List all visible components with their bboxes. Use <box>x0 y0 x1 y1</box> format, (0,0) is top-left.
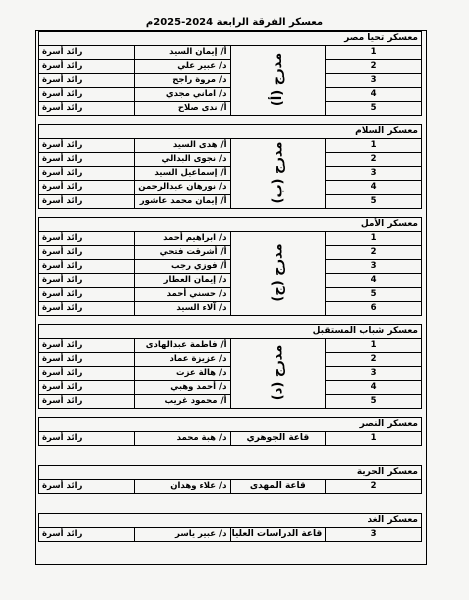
leader-role: رائد أسرة <box>39 60 135 74</box>
leader-name: د/ حسني أحمد <box>134 288 230 302</box>
row-number: 6 <box>326 302 422 316</box>
row-number: 2 <box>326 353 422 367</box>
row-number: 5 <box>326 395 422 409</box>
leader-name: د/ علاء وهدان <box>134 480 230 494</box>
document-frame <box>35 30 427 565</box>
leader-role: رائد أسرة <box>39 395 135 409</box>
row-number: 4 <box>326 381 422 395</box>
row-number: 4 <box>326 88 422 102</box>
leader-name: د/ عبير علي <box>134 60 230 74</box>
row-number: 3 <box>326 367 422 381</box>
row-number: 2 <box>326 60 422 74</box>
leader-role: رائد أسرة <box>39 139 135 153</box>
leader-name: أ/ إيمان محمد عاشور <box>134 195 230 209</box>
camp-name: معسكر الغد <box>39 514 422 528</box>
leader-name: د/ هالة عزت <box>134 367 230 381</box>
leader-role: رائد أسرة <box>39 260 135 274</box>
leader-role: رائد أسرة <box>39 274 135 288</box>
row-number: 1 <box>326 46 422 60</box>
hall-name: مدرج (ب) <box>270 141 286 204</box>
leader-role: رائد أسرة <box>39 153 135 167</box>
leader-role: رائد أسرة <box>39 302 135 316</box>
row-number: 5 <box>326 102 422 116</box>
hall-name: قاعة الدراسات العليا <box>231 529 323 539</box>
row-number: 3 <box>326 167 422 181</box>
leader-role: رائد أسرة <box>39 102 135 116</box>
leader-name: د/ عزيزة عماد <box>134 353 230 367</box>
leader-name: د/ ابراهيم أحمد <box>134 232 230 246</box>
leader-name: د/ مروة راجح <box>134 74 230 88</box>
camp-name: معسكر شباب المستقبل <box>39 325 422 339</box>
hall-name: مدرج (أ) <box>270 52 286 107</box>
row-number: 1 <box>326 432 422 446</box>
leader-name: أ/ فوزي رجب <box>134 260 230 274</box>
leader-name: د/ هبة محمد <box>134 432 230 446</box>
leader-role: رائد أسرة <box>39 367 135 381</box>
hall-name: قاعة المهدى <box>249 481 306 491</box>
camp-name: معسكر الحرية <box>39 466 422 480</box>
leader-role: رائد أسرة <box>39 528 135 542</box>
row-number: 4 <box>326 181 422 195</box>
row-number: 2 <box>326 246 422 260</box>
camp-name: معسكر تحيا مصر <box>39 32 422 46</box>
leader-name: أ/ محمود غريب <box>134 395 230 409</box>
row-number: 2 <box>326 480 422 494</box>
row-number: 2 <box>326 153 422 167</box>
leader-role: رائد أسرة <box>39 381 135 395</box>
leader-name: د/ عبير ياسر <box>134 528 230 542</box>
camp-name: معسكر النصر <box>39 418 422 432</box>
leader-name: أ/ فاطمة عبدالهادى <box>134 339 230 353</box>
leader-role: رائد أسرة <box>39 46 135 60</box>
leader-name: أ/ إيمان السيد <box>134 46 230 60</box>
row-number: 3 <box>326 528 422 542</box>
leader-role: رائد أسرة <box>39 353 135 367</box>
leader-role: رائد أسرة <box>39 181 135 195</box>
leader-role: رائد أسرة <box>39 88 135 102</box>
leader-role: رائد أسرة <box>39 288 135 302</box>
row-number: 5 <box>326 288 422 302</box>
leader-role: رائد أسرة <box>39 195 135 209</box>
row-number: 3 <box>326 260 422 274</box>
row-number: 4 <box>326 274 422 288</box>
leader-role: رائد أسرة <box>39 74 135 88</box>
row-number: 1 <box>326 232 422 246</box>
leader-role: رائد أسرة <box>39 232 135 246</box>
document-title: معسكر الفرقة الرابعة 2024-2025م <box>145 17 324 28</box>
leader-name: أ/ إسماعيل السيد <box>134 167 230 181</box>
leader-role: رائد أسرة <box>39 432 135 446</box>
row-number: 5 <box>326 195 422 209</box>
leader-name: د/ نجوى البدالي <box>134 153 230 167</box>
leader-name: أ/ أشرقت فتحي <box>134 246 230 260</box>
leader-role: رائد أسرة <box>39 480 135 494</box>
hall-name: قاعة الجوهري <box>246 433 310 443</box>
leader-name: د/ آلاء السيد <box>134 302 230 316</box>
leader-name: د/ اماني مجدي <box>134 88 230 102</box>
leader-name: د/ إيمان العطار <box>134 274 230 288</box>
row-number: 1 <box>326 339 422 353</box>
leader-role: رائد أسرة <box>39 339 135 353</box>
leader-role: رائد أسرة <box>39 246 135 260</box>
leader-name: أ/ هدى السيد <box>134 139 230 153</box>
leader-role: رائد أسرة <box>39 167 135 181</box>
hall-name: مدرج (ج) <box>270 243 286 302</box>
leader-name: د/ أحمد وهبي <box>134 381 230 395</box>
row-number: 3 <box>326 74 422 88</box>
camp-name: معسكر السلام <box>39 125 422 139</box>
leader-name: د/ نورهان عبدالرحمن <box>134 181 230 195</box>
row-number: 1 <box>326 139 422 153</box>
leader-name: أ/ ندى صلاح <box>134 102 230 116</box>
hall-name: مدرج (د) <box>270 344 286 401</box>
camp-name: معسكر الأمل <box>39 218 422 232</box>
